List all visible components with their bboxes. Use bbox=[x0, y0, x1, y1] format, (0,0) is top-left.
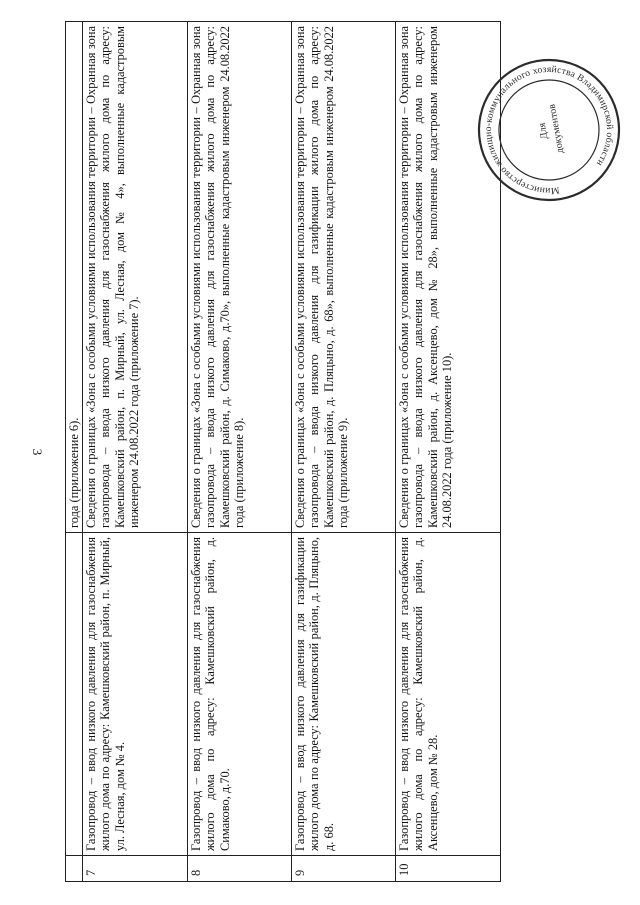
row-number: 7 bbox=[83, 856, 188, 882]
table-row-continuation bbox=[66, 22, 83, 882]
stamp-outer-ring bbox=[474, 55, 624, 205]
row-number: 10 bbox=[396, 856, 501, 882]
row-number: 8 bbox=[188, 856, 292, 882]
document-description: Сведения о границах «Зона с особыми условиями использования территории – Охранная зона газопровода – ввода низкого давления для газоснабжения жилого дома по адресу: Камешковский район, п. Мирный, ул. Лесная, дом № 4», выполненные кадастровым инженером 24.08.2022 года (приложение 7). bbox=[83, 22, 188, 533]
svg-text:Министерство жилищно-коммуналь bbox=[474, 55, 624, 205]
object-description: Газопровод – ввод низкого давления для газоснабжения жилого дома по адресу: Камешковский район, п. Мирный, ул. Лесная, дом № 4. bbox=[83, 533, 188, 856]
table-row bbox=[292, 22, 396, 882]
table-cell-number bbox=[66, 856, 83, 882]
table-row bbox=[188, 22, 292, 882]
table-row bbox=[83, 22, 188, 882]
row-number: 9 bbox=[292, 856, 396, 882]
table-cell-continuation: года (приложение 6). bbox=[66, 22, 83, 533]
rotated-table-container bbox=[65, 22, 525, 882]
document-description: Сведения о границах «Зона с особыми условиями использования территории – Охранная зона газопровода – ввода низкого давления для газоснабжения жилого дома по адресу: Камешковский район, д. Аксенцево, дом № 28», выполненные кадастровым инженером 24.08.2022 года (приложение 10). bbox=[396, 22, 501, 533]
object-description: Газопровод – ввод низкого давления для газификации жилого дома по адресу: Камешковский район, д. Пляцыно, д. 68. bbox=[292, 533, 396, 856]
table-cell-object bbox=[66, 533, 83, 856]
stamp-ring-text: Министерство жилищно-коммунального хозяйства Владимирской области bbox=[482, 63, 616, 197]
stamp-center-line2: документов bbox=[546, 103, 567, 155]
document-description: Сведения о границах «Зона с особыми условиями использования территории – Охранная зона газопровода – ввода низкого давления для газификации жилого дома по адресу: Камешковский район, д. Пляцыно, д. 68», выполненные кадастровым инженером 24.08.2022 года (приложение 9). bbox=[292, 22, 396, 533]
object-description: Газопровод – ввод низкого давления для газоснабжения жилого дома по адресу: Камешковский район, д. Симаково, д.70. bbox=[188, 533, 292, 856]
page-number: 3 bbox=[30, 448, 45, 456]
stamp-center-line1: Для bbox=[536, 121, 551, 140]
object-description: Газопровод – ввод низкого давления для газоснабжения жилого дома по адресу: Камешковский район, д. Аксенцево, дом № 28. bbox=[396, 533, 501, 856]
zones-table bbox=[65, 21, 501, 882]
official-stamp bbox=[474, 55, 624, 205]
document-description: Сведения о границах «Зона с особыми условиями использования территории – Охранная зона газопровода – ввода низкого давления для газоснабжения жилого дома по адресу: Камешковский район, д. Симаково, д.70», выполненные кадастровым инженером 24.08.2022 года (приложение 8). bbox=[188, 22, 292, 533]
